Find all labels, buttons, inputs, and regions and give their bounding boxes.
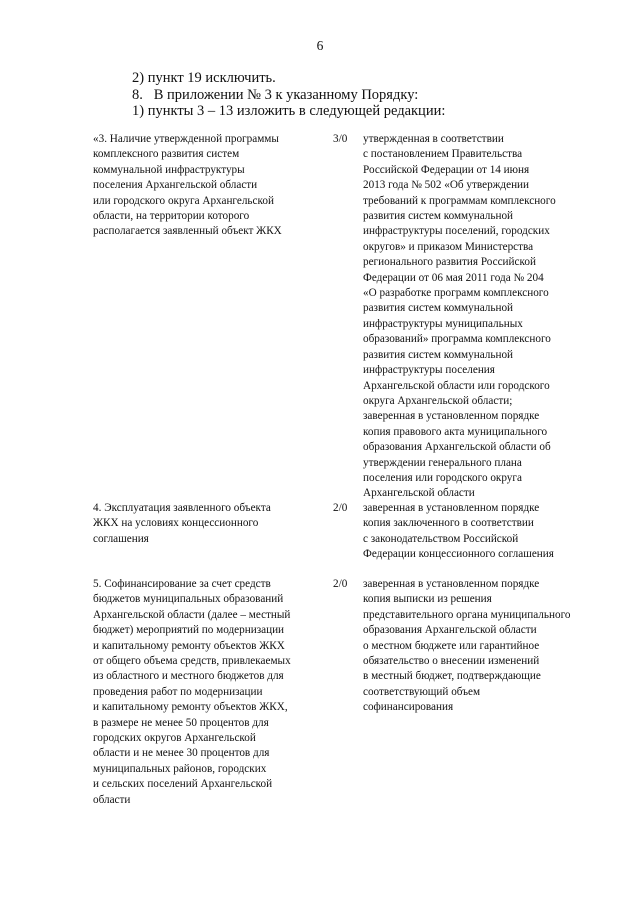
text-line: 4. Эксплуатация заявленного объекта [93, 502, 271, 514]
text-line: 2013 года № 502 «Об утверждении [363, 179, 530, 192]
text-line: области [93, 793, 131, 806]
text-line: Архангельской области [363, 487, 475, 500]
text-line: ЖКХ на условиях концессионного [93, 517, 259, 530]
text-line: поселения или городского округа [363, 471, 522, 484]
text-line: из областного и местного бюджетов для [93, 670, 284, 683]
criterion-text [93, 501, 328, 547]
text-line: комплексного развития систем [93, 148, 240, 161]
text-line: софинансирования [363, 701, 454, 714]
text-line: от общего объема средств, привлекаемых [93, 655, 291, 668]
text-line: проведения работ по модернизации [93, 685, 263, 698]
text-line: муниципальных районов, городских [93, 762, 267, 775]
criterion-text [93, 577, 328, 808]
text-line: «3. Наличие утвержденной программы [93, 133, 279, 145]
text-line: обязательство о внесении изменений [363, 655, 540, 668]
text-line: городских округов Архангельской [93, 732, 256, 745]
text-line: представительного органа муниципального [363, 608, 571, 621]
text-line: инфраструктуры поселения [363, 364, 495, 377]
text-line: о местном бюджете или гарантийное [363, 639, 540, 652]
document-text [363, 132, 608, 502]
text-line: Архангельской области или городского [363, 379, 550, 392]
text-line: заверенная в установленном порядке [363, 578, 540, 590]
text-line: «О разработке программ комплексного [363, 287, 549, 300]
text-line: Российской Федерации от 14 июня [363, 163, 530, 176]
text-line: образования Архангельской области об [363, 441, 551, 454]
text-line: и сельских поселений Архангельской [93, 778, 273, 791]
text-line: бюджет) мероприятий по модернизации [93, 624, 285, 637]
text-line: или городского округа Архангельской [93, 194, 274, 207]
text-line: развития систем коммунальной [363, 348, 514, 361]
text-line: 5. Софинансирование за счет средств [93, 578, 271, 590]
document-text [363, 501, 608, 563]
text-line: бюджетов муниципальных образований [93, 593, 284, 606]
text-line: и капитальному ремонту объектов ЖКХ, [93, 701, 288, 714]
page-number: 6 [316, 38, 324, 53]
score-value: 3/0 [333, 133, 348, 145]
text-line: располагается заявленный объект ЖКХ [93, 225, 282, 238]
text-line: с постановлением Правительства [363, 148, 523, 161]
text-line: копия заключенного в соответствии [363, 517, 534, 530]
text-line: поселения Архангельской области [93, 179, 258, 192]
text-line: в местный бюджет, подтверждающие [363, 670, 541, 683]
score-value: 2/0 [333, 502, 348, 514]
intro-line-2: 8. В приложении № 3 к указанному Порядку: [132, 86, 419, 103]
text-line: с законодательством Российской [363, 532, 519, 545]
criterion-text [93, 132, 328, 240]
text-line: заверенная в установленном порядке [363, 502, 540, 514]
text-line: Архангельской области (далее – местный [93, 608, 291, 621]
document-text [363, 577, 608, 716]
text-line: требований к программам комплексного [363, 194, 556, 207]
text-line: округов» и приказом Министерства [363, 240, 534, 253]
text-line: регионального развития Российской [363, 256, 536, 269]
intro-paragraphs [132, 70, 445, 120]
text-line: заверенная в установленном порядке [363, 410, 540, 423]
score-value: 2/0 [333, 578, 348, 590]
text-line: образований» программа комплексного [363, 333, 551, 346]
text-line: утвержденная в соответствии [363, 133, 504, 145]
text-line: инфраструктуры поселений, городских [363, 225, 550, 238]
text-line: в размере не менее 50 процентов для [93, 716, 269, 729]
text-line: коммунальной инфраструктуры [93, 163, 245, 176]
text-line: развития систем коммунальной [363, 210, 514, 223]
text-line: инфраструктуры муниципальных [363, 317, 523, 330]
text-line: копия правового акта муниципального [363, 425, 548, 438]
intro-line-1: 2) пункт 19 исключить. [132, 70, 276, 86]
text-line: соответствующий объем [363, 685, 481, 698]
text-line: и капитальному ремонту объектов ЖКХ [93, 639, 285, 652]
text-line: соглашения [93, 532, 149, 545]
text-line: области и не менее 30 процентов для [93, 747, 270, 760]
text-line: копия выписки из решения [363, 593, 492, 606]
intro-line-3: 1) пункты 3 – 13 изложить в следующей редакции: [132, 103, 446, 119]
text-line: утверждении генерального плана [363, 456, 522, 469]
text-line: развития систем коммунальной [363, 302, 514, 315]
text-line: образования Архангельской области [363, 624, 537, 637]
text-line: области, на территории которого [93, 210, 250, 223]
text-line: Федерации от 06 мая 2011 года № 204 [363, 271, 544, 284]
text-line: Федерации концессионного соглашения [363, 548, 554, 561]
text-line: округа Архангельской области; [363, 394, 513, 407]
